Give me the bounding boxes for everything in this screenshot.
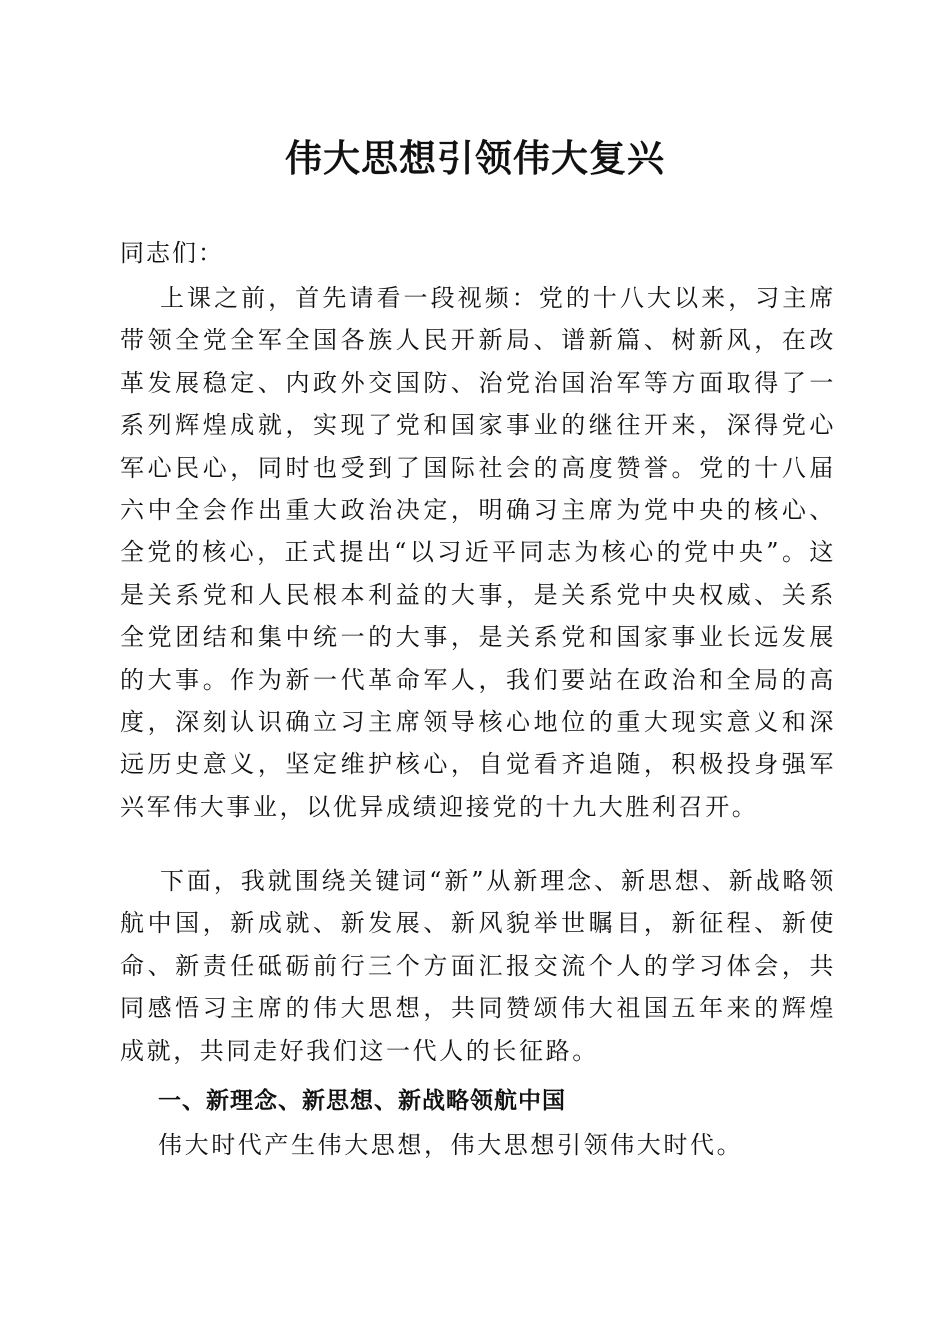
body-paragraph-1: 上课之前，首先请看一段视频：党的十八大以来，习主席带领全党全军全国各族人民开新局、谱新篇、树新风，在改革发展稳定、内政外交国防、治党治国治军等方面取得了一系列辉煌成就，实现了党和国家事业的继往开来，深得党心军心民心，同时也受到了国际社会的高度赞誉。党的十八届六中全会作出重大政治决定，明确习主席为党中央的核心、全党的核心，正式提出“以习近平同志为核心的党中央”。这是关系党和人民根本利益的大事，是关系党中央权威、关系全党团结和集中统一的大事，是关系党和国家事业长远发展的大事。作为新一代革命军人，我们要站在政治和全局的高度，深刻认识确立习主席领导核心地位的重大现实意义和深远历史意义，坚定维护核心，自觉看齐追随，积极投身强军兴军伟大事业，以优异成绩迎接党的十九大胜利召开。 [120,284,836,821]
document-title: 伟大思想引领伟大复兴 [285,136,665,180]
section-paragraph: 伟大时代产生伟大思想，伟大思想引领伟大时代。 [158,1131,744,1159]
body-paragraph-2: 下面，我就围绕关键词“新”从新理念、新思想、新战略领航中国，新成就、新发展、新风貌举世瞩目，新征程、新使命、新责任砥砺前行三个方面汇报交流个人的学习体会，共同感悟习主席的伟大思想，共同赞颂伟大祖国五年来的辉煌成就，共同走好我们这一代人的长征路。 [120,867,836,1065]
salutation: 同志们： [120,239,224,267]
section-heading: 一、新理念、新思想、新战略领航中国 [158,1088,566,1114]
